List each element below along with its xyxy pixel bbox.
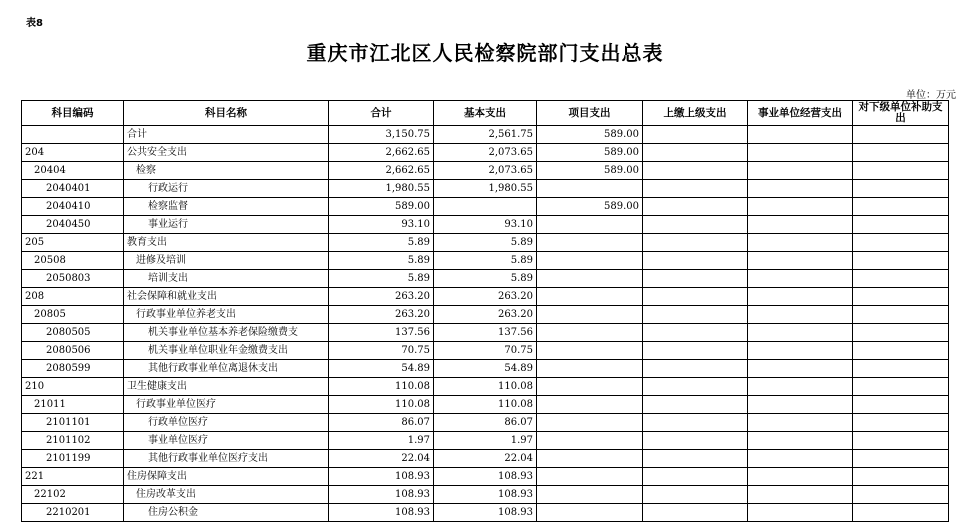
table-row [22, 198, 949, 216]
cell-subsidy [853, 342, 949, 360]
cell-subsidy [853, 360, 949, 378]
cell-total: 108.93 [329, 468, 434, 486]
cell-project [537, 306, 643, 324]
cell-business [748, 378, 853, 396]
cell-upper [643, 288, 748, 306]
header-upper: 上缴上级支出 [643, 101, 748, 126]
cell-project [537, 414, 643, 432]
cell-code: 204 [22, 144, 124, 162]
table-row [22, 504, 949, 522]
table-row [22, 252, 949, 270]
cell-name: 机关事业单位基本养老保险缴费支 [124, 324, 329, 342]
cell-business [748, 198, 853, 216]
cell-basic: 22.04 [434, 450, 537, 468]
cell-subsidy [853, 162, 949, 180]
cell-total: 2,662.65 [329, 144, 434, 162]
cell-subsidy [853, 450, 949, 468]
table-row [22, 144, 949, 162]
cell-business [748, 234, 853, 252]
cell-subsidy [853, 288, 949, 306]
cell-name: 住房保障支出 [124, 468, 329, 486]
cell-code: 205 [22, 234, 124, 252]
cell-total: 110.08 [329, 396, 434, 414]
cell-code: 22102 [22, 486, 124, 504]
cell-code: 2080506 [22, 342, 124, 360]
cell-code: 21011 [22, 396, 124, 414]
cell-project [537, 180, 643, 198]
cell-code: 2101101 [22, 414, 124, 432]
cell-project [537, 216, 643, 234]
cell-business [748, 306, 853, 324]
cell-business [748, 504, 853, 522]
cell-subsidy [853, 432, 949, 450]
cell-basic: 108.93 [434, 486, 537, 504]
cell-upper [643, 504, 748, 522]
cell-total: 589.00 [329, 198, 434, 216]
cell-project [537, 432, 643, 450]
cell-name: 住房改革支出 [124, 486, 329, 504]
cell-subsidy [853, 396, 949, 414]
table-row [22, 216, 949, 234]
cell-total: 5.89 [329, 270, 434, 288]
cell-upper [643, 216, 748, 234]
cell-code: 2210201 [22, 504, 124, 522]
cell-name: 培训支出 [124, 270, 329, 288]
cell-upper [643, 450, 748, 468]
cell-project: 589.00 [537, 198, 643, 216]
cell-total: 137.56 [329, 324, 434, 342]
cell-business [748, 486, 853, 504]
table-row [22, 162, 949, 180]
cell-total: 5.89 [329, 252, 434, 270]
cell-basic: 110.08 [434, 396, 537, 414]
cell-upper [643, 342, 748, 360]
table-row [22, 450, 949, 468]
header-name: 科目名称 [124, 101, 329, 126]
cell-upper [643, 198, 748, 216]
cell-name: 其他行政事业单位医疗支出 [124, 450, 329, 468]
cell-business [748, 162, 853, 180]
cell-total: 86.07 [329, 414, 434, 432]
cell-code: 2050803 [22, 270, 124, 288]
cell-basic: 263.20 [434, 288, 537, 306]
cell-subsidy [853, 468, 949, 486]
cell-name: 社会保障和就业支出 [124, 288, 329, 306]
cell-upper [643, 144, 748, 162]
table-row [22, 396, 949, 414]
cell-project [537, 396, 643, 414]
cell-business [748, 324, 853, 342]
table-row [22, 342, 949, 360]
cell-business [748, 126, 853, 144]
cell-business [748, 252, 853, 270]
cell-code: 2080505 [22, 324, 124, 342]
cell-project [537, 450, 643, 468]
cell-business [748, 414, 853, 432]
cell-business [748, 144, 853, 162]
cell-upper [643, 180, 748, 198]
cell-basic [434, 198, 537, 216]
cell-code: 2080599 [22, 360, 124, 378]
cell-upper [643, 306, 748, 324]
table-tag: 表8 [26, 18, 43, 29]
cell-name: 住房公积金 [124, 504, 329, 522]
cell-total: 110.08 [329, 378, 434, 396]
cell-code: 208 [22, 288, 124, 306]
table-row [22, 432, 949, 450]
cell-basic: 5.89 [434, 270, 537, 288]
cell-basic: 5.89 [434, 252, 537, 270]
table-row [22, 270, 949, 288]
cell-name: 检察监督 [124, 198, 329, 216]
cell-subsidy [853, 252, 949, 270]
header-business: 事业单位经营支出 [748, 101, 853, 126]
header-project: 项目支出 [537, 101, 643, 126]
cell-name: 事业单位医疗 [124, 432, 329, 450]
table-row [22, 324, 949, 342]
cell-upper [643, 378, 748, 396]
cell-subsidy [853, 180, 949, 198]
cell-name: 公共安全支出 [124, 144, 329, 162]
header-subsidy: 对下级单位补助支出 [853, 101, 949, 126]
cell-business [748, 396, 853, 414]
cell-upper [643, 162, 748, 180]
cell-project [537, 324, 643, 342]
cell-total: 22.04 [329, 450, 434, 468]
cell-basic: 54.89 [434, 360, 537, 378]
cell-subsidy [853, 270, 949, 288]
cell-business [748, 216, 853, 234]
cell-code: 20404 [22, 162, 124, 180]
cell-basic: 5.89 [434, 234, 537, 252]
cell-name: 行政事业单位养老支出 [124, 306, 329, 324]
cell-name: 事业运行 [124, 216, 329, 234]
cell-subsidy [853, 306, 949, 324]
cell-code: 2101199 [22, 450, 124, 468]
cell-total: 1,980.55 [329, 180, 434, 198]
table-row [22, 378, 949, 396]
cell-subsidy [853, 126, 949, 144]
cell-upper [643, 234, 748, 252]
cell-total: 2,662.65 [329, 162, 434, 180]
cell-project [537, 504, 643, 522]
cell-basic: 137.56 [434, 324, 537, 342]
cell-subsidy [853, 504, 949, 522]
cell-basic: 1,980.55 [434, 180, 537, 198]
cell-project [537, 468, 643, 486]
cell-name: 行政事业单位医疗 [124, 396, 329, 414]
table-row [22, 234, 949, 252]
cell-upper [643, 324, 748, 342]
cell-name: 合计 [124, 126, 329, 144]
cell-project [537, 270, 643, 288]
header-total: 合计 [329, 101, 434, 126]
cell-basic: 86.07 [434, 414, 537, 432]
cell-project [537, 360, 643, 378]
cell-basic: 70.75 [434, 342, 537, 360]
cell-code: 2040410 [22, 198, 124, 216]
cell-business [748, 450, 853, 468]
cell-subsidy [853, 144, 949, 162]
header-row [22, 101, 949, 126]
table-row [22, 288, 949, 306]
cell-basic: 108.93 [434, 468, 537, 486]
cell-total: 70.75 [329, 342, 434, 360]
cell-basic: 2,561.75 [434, 126, 537, 144]
cell-code: 221 [22, 468, 124, 486]
header-basic: 基本支出 [434, 101, 537, 126]
cell-name: 进修及培训 [124, 252, 329, 270]
cell-project [537, 288, 643, 306]
cell-upper [643, 414, 748, 432]
page-title: 重庆市江北区人民检察院部门支出总表 [306, 41, 664, 65]
cell-business [748, 270, 853, 288]
cell-code: 20508 [22, 252, 124, 270]
cell-project [537, 378, 643, 396]
cell-code: 2040401 [22, 180, 124, 198]
cell-upper [643, 252, 748, 270]
cell-name: 卫生健康支出 [124, 378, 329, 396]
cell-total: 1.97 [329, 432, 434, 450]
cell-code: 2040450 [22, 216, 124, 234]
cell-basic: 93.10 [434, 216, 537, 234]
cell-business [748, 180, 853, 198]
cell-project [537, 486, 643, 504]
table-body [22, 126, 949, 522]
cell-business [748, 360, 853, 378]
header-code: 科目编码 [22, 101, 124, 126]
cell-subsidy [853, 216, 949, 234]
table-row [22, 414, 949, 432]
cell-subsidy [853, 198, 949, 216]
table-row [22, 468, 949, 486]
table-row [22, 306, 949, 324]
cell-business [748, 432, 853, 450]
cell-total: 3,150.75 [329, 126, 434, 144]
cell-project: 589.00 [537, 126, 643, 144]
table-row [22, 360, 949, 378]
cell-upper [643, 486, 748, 504]
cell-basic: 263.20 [434, 306, 537, 324]
cell-name: 机关事业单位职业年金缴费支出 [124, 342, 329, 360]
cell-total: 5.89 [329, 234, 434, 252]
cell-subsidy [853, 486, 949, 504]
cell-business [748, 468, 853, 486]
cell-upper [643, 396, 748, 414]
cell-project [537, 234, 643, 252]
cell-name: 教育支出 [124, 234, 329, 252]
cell-total: 54.89 [329, 360, 434, 378]
unit-label: 单位：万元 [906, 90, 956, 101]
cell-total: 108.93 [329, 504, 434, 522]
cell-total: 108.93 [329, 486, 434, 504]
cell-subsidy [853, 234, 949, 252]
cell-basic: 2,073.65 [434, 144, 537, 162]
cell-project: 589.00 [537, 162, 643, 180]
cell-project [537, 342, 643, 360]
cell-code: 20805 [22, 306, 124, 324]
cell-subsidy [853, 324, 949, 342]
table-row [22, 180, 949, 198]
cell-upper [643, 360, 748, 378]
cell-basic: 110.08 [434, 378, 537, 396]
cell-code: 210 [22, 378, 124, 396]
cell-name: 其他行政事业单位离退休支出 [124, 360, 329, 378]
expenditure-table [21, 100, 949, 522]
cell-upper [643, 432, 748, 450]
cell-upper [643, 126, 748, 144]
cell-total: 263.20 [329, 306, 434, 324]
table-row [22, 486, 949, 504]
cell-basic: 2,073.65 [434, 162, 537, 180]
cell-name: 检察 [124, 162, 329, 180]
cell-total: 263.20 [329, 288, 434, 306]
cell-name: 行政运行 [124, 180, 329, 198]
cell-total: 93.10 [329, 216, 434, 234]
cell-business [748, 288, 853, 306]
cell-basic: 108.93 [434, 504, 537, 522]
cell-business [748, 342, 853, 360]
cell-code [22, 126, 124, 144]
cell-basic: 1.97 [434, 432, 537, 450]
cell-upper [643, 270, 748, 288]
cell-code: 2101102 [22, 432, 124, 450]
cell-project: 589.00 [537, 144, 643, 162]
cell-subsidy [853, 414, 949, 432]
cell-project [537, 252, 643, 270]
table-row [22, 126, 949, 144]
cell-upper [643, 468, 748, 486]
cell-name: 行政单位医疗 [124, 414, 329, 432]
cell-subsidy [853, 378, 949, 396]
